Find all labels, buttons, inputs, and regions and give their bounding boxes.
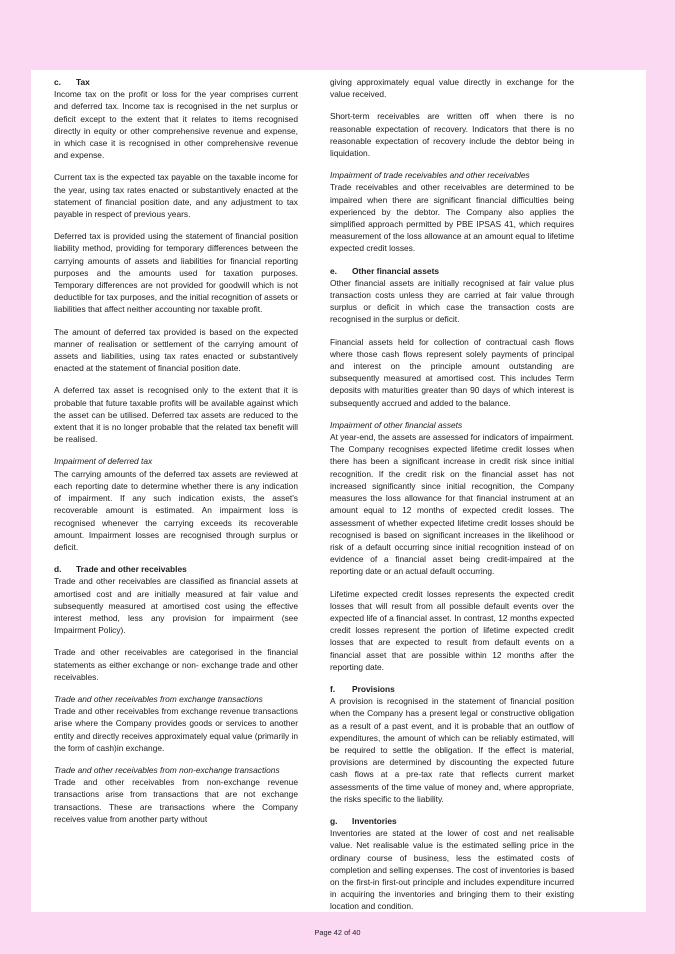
subheading-impairment-other-financial-assets: Impairment of other financial assets	[330, 419, 463, 430]
section-title: Inventories	[352, 815, 397, 826]
paragraph: giving approximately equal value directly in exchange for the value received.	[330, 77, 574, 100]
section-title: Other financial assets	[352, 265, 440, 276]
paragraph: Trade and other receivables from non-exchange revenue transactions arise from transactions that are not exchange transactions. These are transactions where the Company receives value from another party without	[54, 777, 298, 824]
section-number: f.	[330, 683, 336, 694]
page-number: Page 42 of 40	[314, 928, 361, 937]
section-title: Tax	[76, 77, 90, 87]
paragraph: The carrying amounts of the deferred tax assets are reviewed at each reporting date to determine whether there is any indication of impairment. If any such indication exists, the asset's recoverable amount is estimated. An impairment loss is recognised whenever the carrying exceeds its recoverable amount. Impairment losses are recognised through surplus or deficit.	[54, 468, 298, 552]
paragraph: Lifetime expected credit losses represents the expected credit losses that will result from all possible default events over the expected life of a financial asset. In contrast, 12 months expected credit losses represent the portion of lifetime expected credit losses that are expected to result from default events on a financial asset that are possible within 12 months after the reporting date.	[330, 588, 574, 672]
paragraph: At year-end, the assets are assessed for indicators of impairment. The Company recognises expected lifetime credit losses when there has been a significant increase in credit risk since initial recognition. If the credit risk on the financial asset has not increased significantly since initial recognition, the Company measures the loss allowance for that financial instrument at an amount equal to 12 months of expected credit losses. The assessment of whether expected lifetime credit losses should be recognised is based on significant increases in the likelihood or risk of a default occurring since initial recognition instead of on evidence of a financial asset being credit-impaired at the reporting date or an actual default occurring.	[330, 432, 574, 577]
document-page	[31, 70, 646, 912]
section-heading-tax	[54, 76, 298, 88]
section-number: e.	[330, 265, 337, 276]
paragraph: Trade and other receivables are classified as financial assets at amortised cost and are initially measured at fair value and subsequently measured at amortised cost using the effective interest method, less any provision for impairment (see Impairment Policy).	[54, 576, 298, 636]
paragraph: Trade and other receivables are categorised in the financial statements as either exchange or non- exchange trade and other receivables.	[54, 647, 298, 682]
section-heading-inventories	[330, 815, 574, 827]
paragraph: Current tax is the expected tax payable on the taxable income for the year, using tax rates enacted or substantively enacted at the statement of financial position date, and any adjustment to tax payable in respect of previous years.	[54, 172, 298, 220]
section-title: Provisions	[352, 683, 395, 694]
subheading-impairment-trade-receivables: Impairment of trade receivables and other receivables	[330, 170, 530, 181]
paragraph: Inventories are stated at the lower of cost and net realisable value. Net realisable value is the estimated selling price in the ordinary course of business, less the estimated costs of completion and selling expenses. The cost of inventories is based on the first-in first-out principle and includes expenditure incurred in acquiring the inventories and bringing them to their existing location and condition.	[330, 828, 574, 912]
section-number: d.	[54, 564, 62, 575]
section-heading-provisions	[330, 683, 574, 695]
paragraph: The amount of deferred tax provided is based on the expected manner of realisation or settlement of the carrying amount of assets and liabilities, using tax rates enacted or substantively enacted at the statement of financial position date.	[54, 326, 298, 374]
section-title: Trade and other receivables	[76, 564, 187, 575]
paragraph: Trade receivables and other receivables are determined to be impaired when there are significant financial difficulties being experienced by the debtor. The Company also applies the simplified approach permitted by PBE IPSAS 41, which requires measurement of the loss allowance at an amount equal to lifetime expected credit losses.	[330, 182, 574, 254]
paragraph: Other financial assets are initially recognised at fair value plus transaction costs unless they are carried at fair value through surplus or deficit in which case the transaction costs are recognised in the surplus or deficit.	[330, 277, 574, 325]
right-column	[330, 76, 574, 913]
paragraph: A provision is recognised in the statement of financial position when the Company has a present legal or constructive obligation as a result of a past event, and it is probable that an outflow of expenditures, the amount of which can be reliably estimated, will be required to settle the obligation. If the effect is material, provisions are determined by discounting the expected future cash flows at a pre-tax rate that reflects current market assessments of the time value of money and, where appropriate, the risks specific to the liability.	[330, 696, 574, 804]
subheading-non-exchange-transactions: Trade and other receivables from non-exchange transactions	[54, 764, 280, 775]
paragraph: Income tax on the profit or loss for the year comprises current and deferred tax. Income tax is recognised in the net surplus or deficit except to the extent that it relates to items recognised directly in equity or other comprehensive revenue and expense, in which case it is recognised in other comprehensive revenue and expense.	[54, 89, 298, 161]
subheading-exchange-transactions: Trade and other receivables from exchange transactions	[54, 693, 263, 704]
paragraph: Deferred tax is provided using the statement of financial position liability method, providing for temporary differences between the carrying amounts of assets and liabilities for financial reporting purposes and the amounts used for taxation purposes. Temporary differences are not provided for goodwill which is not deductible for tax purposes, and the initial recognition of assets or liabilities that affect neither accounting nor taxable profit.	[54, 231, 298, 315]
paragraph: Short-term receivables are written off when there is no reasonable expectation of recovery. Indicators that there is no reasonable expectation of recovery include the debtor being in liquidation.	[330, 111, 574, 159]
section-number: c.	[54, 77, 61, 87]
section-heading-other-financial-assets	[330, 265, 574, 277]
subheading-impairment-deferred-tax: Impairment of deferred tax	[54, 456, 153, 467]
paragraph: Trade and other receivables from exchange revenue transactions arise where the Company provides goods or services to another entity and directly receives approximately equal value (primarily in the form of cash)in exchange.	[54, 706, 298, 753]
paragraph: Financial assets held for collection of contractual cash flows where those cash flows represent solely payments of principal and interest on the principle amount outstanding are subsequently measured at amortised cost. This includes Term deposits with maturities greater than 90 days of which interest is subsequently accrued and added to the balance.	[330, 336, 574, 408]
section-heading-trade-receivables	[54, 563, 298, 575]
paragraph: A deferred tax asset is recognised only to the extent that it is probable that future taxable profits will be available against which the asset can be utilised. Deferred tax assets are reduced to the extent that it is no longer probable that the related tax benefit will be realised.	[54, 385, 298, 445]
section-number: g.	[330, 815, 338, 826]
left-column	[54, 76, 298, 825]
